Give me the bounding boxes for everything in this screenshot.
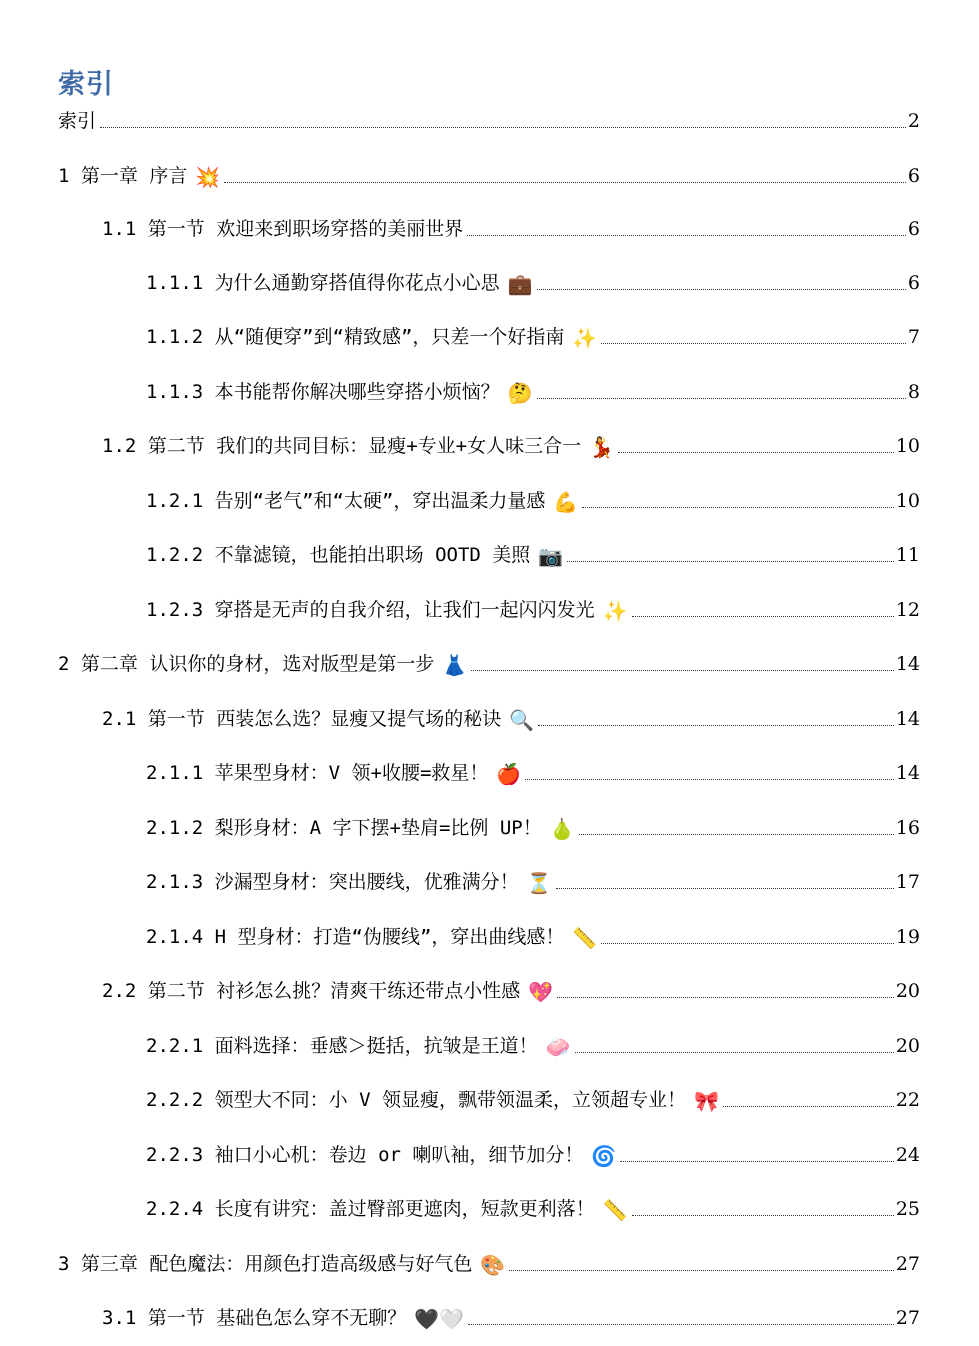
dot-leader	[567, 561, 894, 562]
dot-leader	[618, 452, 894, 453]
toc-entry[interactable]	[146, 919, 920, 949]
sparkles-icon: ✨	[602, 599, 628, 623]
toc-entry[interactable]	[58, 158, 920, 188]
toc-entry[interactable]	[146, 1137, 920, 1167]
toc-entry[interactable]	[58, 646, 920, 676]
ribbon-icon: 🎀	[693, 1089, 719, 1113]
dot-leader	[100, 127, 906, 128]
toc-entry[interactable]	[146, 1028, 920, 1058]
dot-leader	[537, 289, 906, 290]
toc-entry[interactable]	[146, 537, 920, 567]
toc-entry[interactable]	[102, 211, 920, 241]
toc-page-number: 17	[895, 871, 920, 893]
dot-leader	[723, 1106, 894, 1107]
toc-entry-label: 索引	[58, 110, 97, 132]
briefcase-icon: 💼	[507, 272, 533, 296]
toc-entry-label: 2.2.3 袖口小心机：卷边 or 喇叭袖，细节加分！	[146, 1144, 584, 1166]
thinking-face-icon: 🤔	[507, 381, 533, 405]
sparkles-icon: ✨	[572, 326, 598, 350]
toc-entry-label: 2.1.4 H 型身材：打造“伪腰线”，穿出曲线感！	[146, 926, 565, 948]
toc-page-number: 10	[895, 490, 920, 512]
dot-leader	[557, 997, 894, 998]
dot-leader	[467, 235, 906, 236]
toc-page-number: 6	[907, 165, 920, 187]
heart-icon: 💖	[528, 980, 554, 1004]
flexed-arm-icon: 💪	[553, 490, 579, 514]
toc-entry-label: 1.2.2 不靠滤镜，也能拍出职场 OOTD 美照	[146, 544, 531, 566]
toc-entry[interactable]	[146, 483, 920, 513]
toc-entry[interactable]	[102, 1300, 920, 1330]
toc-page-number: 25	[895, 1198, 920, 1220]
toc-entry[interactable]	[146, 319, 920, 349]
toc-page-number: 11	[895, 544, 920, 566]
toc-entry-label: 2.2 第二节 衬衫怎么挑？清爽干练还带点小性感	[102, 980, 521, 1002]
toc-entry-label: 3.1 第一节 基础色怎么穿不无聊？	[102, 1307, 407, 1329]
fabric-icon: 🧼	[545, 1035, 571, 1059]
palette-icon: 🎨	[480, 1253, 506, 1277]
ruler-icon: 📏	[602, 1198, 628, 1222]
dot-leader	[525, 779, 894, 780]
toc-page-number: 20	[895, 1035, 920, 1057]
toc-entry[interactable]	[102, 973, 920, 1003]
toc-entry-label: 2.1.1 苹果型身材：V 领+收腰=救星！	[146, 762, 489, 784]
camera-icon: 📷	[538, 544, 564, 568]
toc-entry[interactable]	[102, 428, 920, 458]
toc-entry-label: 1 第一章 序言	[58, 165, 188, 187]
toc-page-number: 6	[907, 272, 920, 294]
page-title: 索引	[58, 69, 114, 100]
toc-page-number: 14	[895, 762, 920, 784]
toc-entry-label: 2 第二章 认识你的身材，选对版型是第一步	[58, 653, 435, 675]
toc-page-number: 16	[895, 817, 920, 839]
toc-entry-label: 2.1.2 梨形身材：A 字下摆+垫肩=比例 UP！	[146, 817, 542, 839]
toc-entry-label: 1.2 第二节 我们的共同目标：显瘦+专业+女人味三合一	[102, 435, 582, 457]
toc-page-number: 10	[895, 435, 920, 457]
toc-page-number: 22	[895, 1089, 920, 1111]
toc-page-number: 14	[895, 708, 920, 730]
apple-icon: 🍎	[496, 762, 522, 786]
toc-entry-label: 3 第三章 配色魔法：用颜色打造高级感与好气色	[58, 1253, 473, 1275]
toc-entry-label: 2.1 第一节 西装怎么选？显瘦又提气场的秘诀	[102, 708, 502, 730]
dot-leader	[582, 507, 894, 508]
toc-entry-label: 2.1.3 沙漏型身材：突出腰线，优雅满分！	[146, 871, 519, 893]
toc-page-number: 20	[895, 980, 920, 1002]
toc-entry[interactable]	[146, 1082, 920, 1112]
toc-entry[interactable]	[58, 1246, 920, 1276]
dot-leader	[632, 616, 894, 617]
toc-page-number: 27	[895, 1307, 920, 1329]
toc-entry-label: 1.1 第一节 欢迎来到职场穿搭的美丽世界	[102, 218, 464, 240]
toc-page-number: 12	[895, 599, 920, 621]
toc-entry[interactable]	[58, 103, 920, 133]
dot-leader	[601, 343, 906, 344]
toc-entry-label: 2.2.1 面料选择：垂感＞挺括，抗皱是王道！	[146, 1035, 538, 1057]
toc-entry-label: 1.1.1 为什么通勤穿搭值得你花点小心思	[146, 272, 500, 294]
toc-page-number: 6	[907, 218, 920, 240]
dancer-icon: 💃	[589, 435, 614, 459]
toc-page-number: 7	[907, 326, 920, 348]
toc-entry-label: 1.1.2 从“随便穿”到“精致感”，只差一个好指南	[146, 326, 565, 348]
ruler-icon: 📏	[572, 926, 598, 950]
dot-leader	[601, 943, 894, 944]
toc-entry-label: 1.2.1 告别“老气”和“太硬”，穿出温柔力量感	[146, 490, 546, 512]
toc-entry[interactable]	[146, 864, 920, 894]
toc-entry-label: 1.2.3 穿搭是无声的自我介绍，让我们一起闪闪发光	[146, 599, 595, 621]
toc-page-number: 2	[907, 110, 920, 132]
toc-page-number: 14	[895, 653, 920, 675]
dot-leader	[575, 1052, 894, 1053]
pear-icon: 🍐	[549, 817, 575, 841]
dot-leader	[509, 1270, 894, 1271]
sparkle-burst-icon: 💥	[195, 165, 221, 189]
swirl-icon: 🌀	[591, 1144, 617, 1168]
toc-entry[interactable]	[146, 1191, 920, 1221]
toc-entry[interactable]	[146, 592, 920, 622]
toc-entry-label: 2.2.2 领型大不同：小 V 领显瘦，飘带领温柔，立领超专业！	[146, 1089, 686, 1111]
hourglass-icon: ⏳	[526, 871, 552, 895]
magnifier-icon: 🔍	[509, 708, 535, 732]
toc-entry[interactable]	[146, 755, 920, 785]
toc-page-number: 8	[907, 381, 920, 403]
toc-entry-label: 2.2.4 长度有讲究：盖过臀部更遮肉，短款更利落！	[146, 1198, 595, 1220]
toc-entry[interactable]	[146, 810, 920, 840]
toc-entry[interactable]	[146, 265, 920, 295]
toc-page-number: 19	[895, 926, 920, 948]
dot-leader	[471, 670, 894, 671]
toc-entry[interactable]	[146, 374, 920, 404]
dot-leader	[224, 182, 906, 183]
toc-entry[interactable]	[102, 701, 920, 731]
dot-leader	[556, 888, 894, 889]
dot-leader	[537, 398, 906, 399]
dress-icon: 👗	[442, 653, 468, 677]
toc-entry-label: 1.1.3 本书能帮你解决哪些穿搭小烦恼？	[146, 381, 500, 403]
dot-leader	[632, 1215, 894, 1216]
dot-leader	[468, 1324, 894, 1325]
toc-page-number: 24	[895, 1144, 920, 1166]
black-white-hearts-icon: 🖤🤍	[414, 1307, 465, 1331]
dot-leader	[538, 725, 894, 726]
dot-leader	[579, 834, 894, 835]
dot-leader	[620, 1161, 894, 1162]
toc-page-number: 27	[895, 1253, 920, 1275]
